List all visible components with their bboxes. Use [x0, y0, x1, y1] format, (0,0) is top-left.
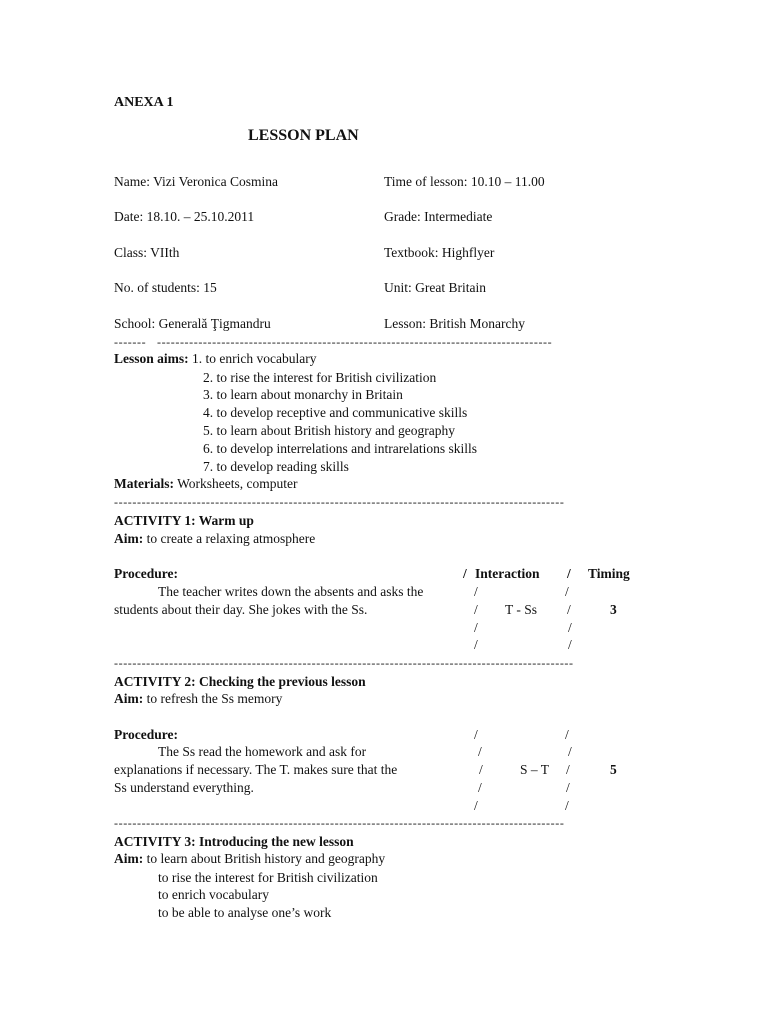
interaction-value: T - Ss — [505, 602, 538, 617]
column-divider: / — [474, 798, 478, 813]
lesson-aim-2: 2. to rise the interest for British civilization — [203, 370, 437, 385]
column-divider: / — [565, 584, 569, 599]
student-count: No. of students: 15 — [114, 280, 217, 295]
activity-2-title: ACTIVITY 2: Checking the previous lesson — [114, 674, 366, 689]
page-title: LESSON PLAN — [248, 127, 359, 144]
column-divider: / — [474, 637, 478, 652]
activity-3-aim-item: to enrich vocabulary — [158, 887, 269, 902]
column-divider: / — [463, 566, 467, 581]
aim-label: Aim: — [114, 851, 144, 866]
column-divider: / — [568, 620, 572, 635]
column-divider: / — [566, 780, 570, 795]
procedure-text: The teacher writes down the absents and asks the — [158, 584, 424, 599]
procedure-text: students about their day. She jokes with the Ss. — [114, 602, 368, 617]
lesson-aim-7: 7. to develop reading skills — [203, 459, 349, 474]
procedure-text: The Ss read the homework and ask for — [158, 744, 367, 759]
activity-3-aim — [114, 851, 385, 867]
interaction-value: S – T — [520, 762, 550, 777]
procedure-text: Ss understand everything. — [114, 780, 254, 795]
timing-header: Timing — [588, 566, 630, 581]
column-divider: / — [474, 584, 478, 599]
procedure-text: explanations if necessary. The T. makes sure that the — [114, 762, 398, 777]
separator: -------------------------------------------------------------------------------------------------- — [114, 817, 565, 829]
lesson-aim-6: 6. to develop interrelations and intrarelations skills — [203, 441, 478, 456]
activity-2-aim — [114, 691, 282, 707]
lesson-time: Time of lesson: 10.10 – 11.00 — [384, 174, 545, 189]
column-divider: / — [567, 566, 571, 581]
column-divider: / — [479, 762, 483, 777]
interaction-header: Interaction — [475, 566, 540, 581]
procedure-label: Procedure: — [114, 566, 178, 581]
teacher-name: Name: Vizi Veronica Cosmina — [114, 174, 279, 189]
aim-label: Aim: — [114, 531, 144, 546]
class: Class: VIIth — [114, 245, 180, 260]
column-divider: / — [568, 637, 572, 652]
aim-text: to refresh the Ss memory — [143, 691, 283, 706]
column-divider: / — [478, 780, 482, 795]
materials-text: Worksheets, computer — [173, 476, 298, 491]
lesson-topic: Lesson: British Monarchy — [384, 316, 525, 331]
separator: -------------------------------------------------------------------------------------------------- — [114, 496, 565, 508]
column-divider: / — [565, 727, 569, 742]
annex-label: ANEXA 1 — [114, 95, 174, 110]
aim-label: Aim: — [114, 691, 144, 706]
textbook: Textbook: Highflyer — [384, 245, 495, 260]
column-divider: / — [474, 620, 478, 635]
separator: ------- -------------------------------------------------------------------------------------- — [114, 336, 553, 348]
unit: Unit: Great Britain — [384, 280, 486, 295]
activity-3-aim-item: to rise the interest for British civilization — [158, 870, 378, 885]
aim-text: to create a relaxing atmosphere — [143, 531, 316, 546]
separator: ---------------------------------------------------------------------------------------------------- — [114, 657, 574, 669]
lesson-aims-row — [114, 351, 316, 367]
lesson-aim-1: 1. to enrich vocabulary — [188, 351, 317, 366]
school: School: Generală Ţigmandru — [114, 316, 271, 331]
lesson-aims-label: Lesson aims: — [114, 351, 189, 366]
activity-1-title: ACTIVITY 1: Warm up — [114, 513, 254, 528]
activity-1-aim — [114, 531, 315, 547]
timing-value: 5 — [610, 762, 617, 777]
aim-text: to learn about British history and geography — [143, 851, 386, 866]
grade: Grade: Intermediate — [384, 209, 493, 224]
materials-row — [114, 476, 298, 492]
column-divider: / — [565, 798, 569, 813]
column-divider: / — [566, 762, 570, 777]
materials-label: Materials: — [114, 476, 174, 491]
column-divider: / — [567, 602, 571, 617]
timing-value: 3 — [610, 602, 617, 617]
column-divider: / — [474, 727, 478, 742]
column-divider: / — [568, 744, 572, 759]
column-divider: / — [478, 744, 482, 759]
lesson-aim-5: 5. to learn about British history and geography — [203, 423, 455, 438]
procedure-label: Procedure: — [114, 727, 178, 742]
activity-3-title: ACTIVITY 3: Introducing the new lesson — [114, 834, 354, 849]
lesson-date: Date: 18.10. – 25.10.2011 — [114, 209, 255, 224]
lesson-aim-3: 3. to learn about monarchy in Britain — [203, 387, 403, 402]
activity-3-aim-item: to be able to analyse one’s work — [158, 905, 332, 920]
column-divider: / — [474, 602, 478, 617]
lesson-aim-4: 4. to develop receptive and communicative skills — [203, 405, 468, 420]
